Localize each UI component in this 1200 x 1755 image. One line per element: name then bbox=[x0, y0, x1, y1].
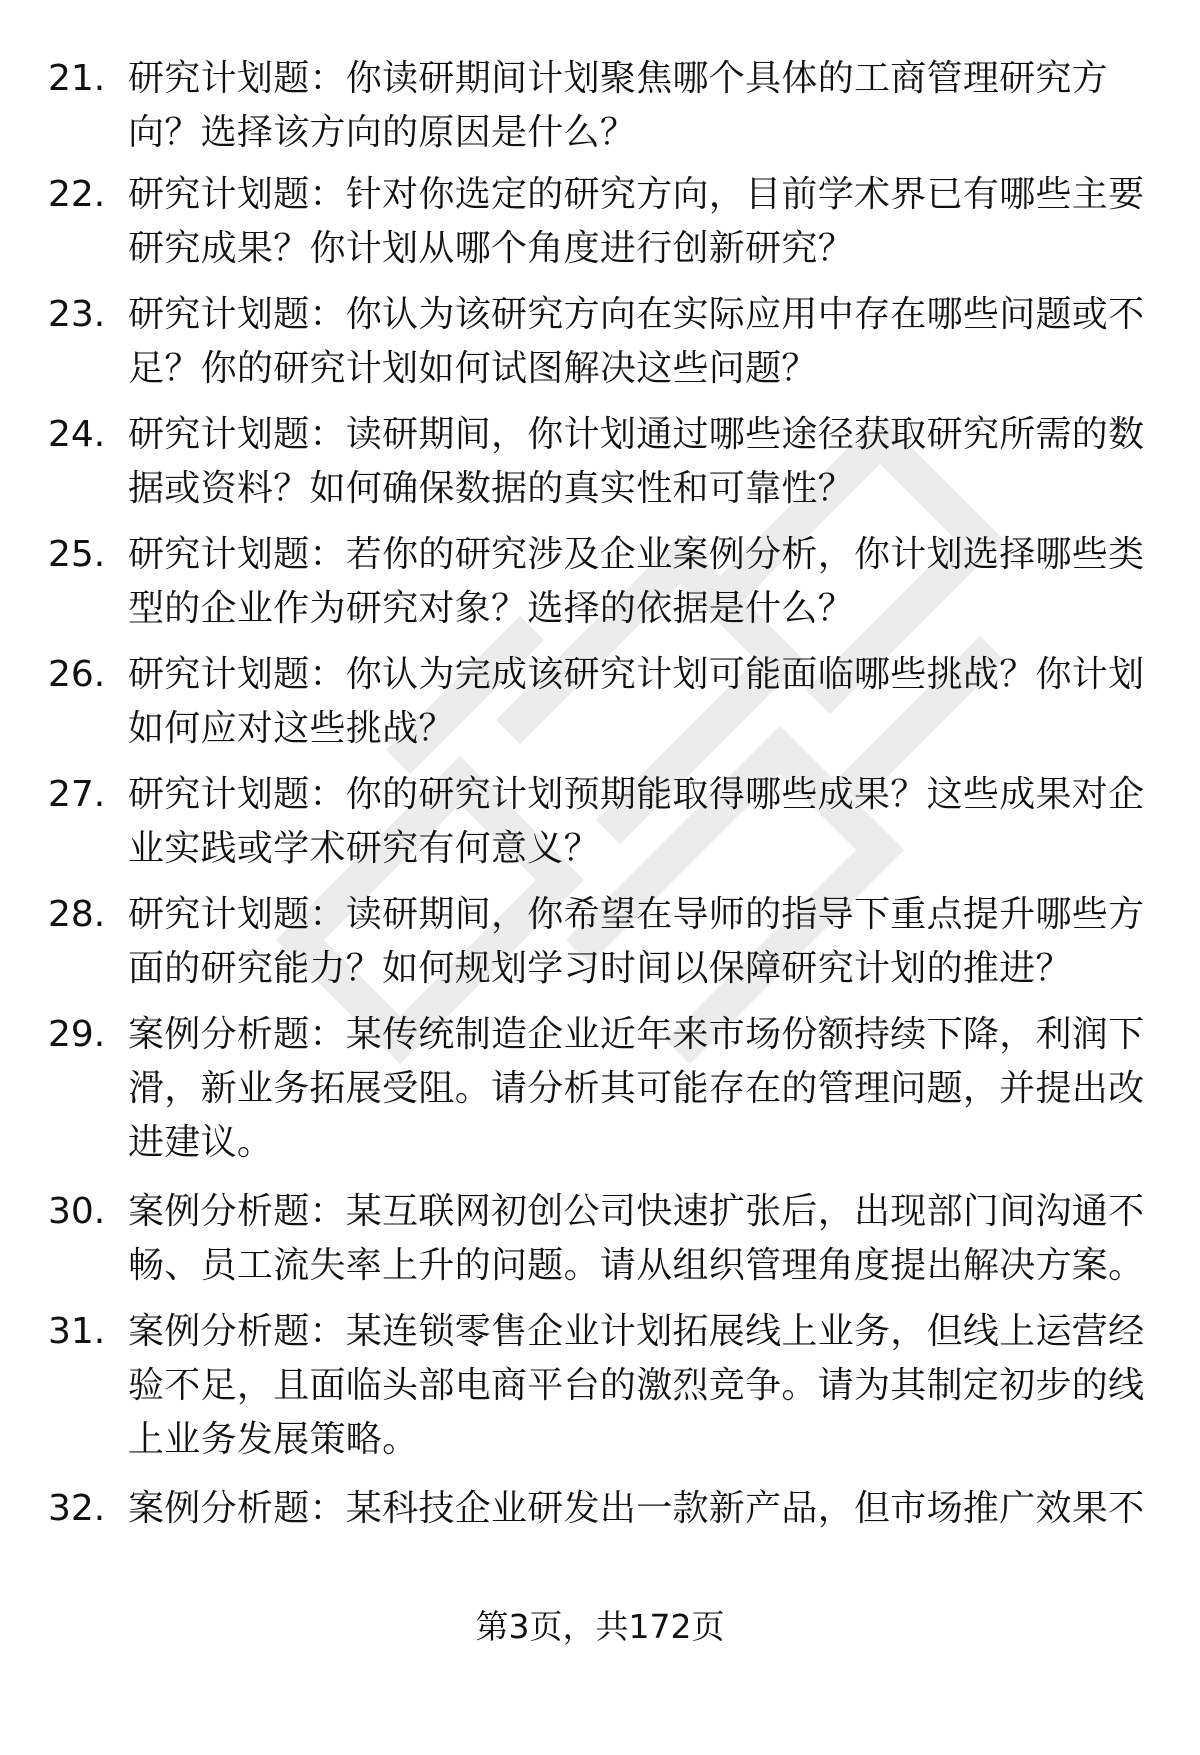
question-text: 研究计划题：你认为完成该研究计划可能面临哪些挑战？你计划如何应对这些挑战？ bbox=[128, 654, 1145, 749]
question-text: 研究计划题：若你的研究涉及企业案例分析，你计划选择哪些类型的企业作为研究对象？选择的依据是什么？ bbox=[128, 534, 1145, 629]
question-number: 30. bbox=[48, 1191, 106, 1232]
question-number: 29. bbox=[48, 1014, 106, 1055]
question-text: 案例分析题：某科技企业研发出一款新产品，但市场推广效果不 bbox=[128, 1488, 1145, 1529]
question-text: 研究计划题：你读研期间计划聚焦哪个具体的工商管理研究方向？选择该方向的原因是什么？ bbox=[128, 58, 1109, 153]
question-item bbox=[48, 528, 1168, 636]
question-number: 26. bbox=[48, 654, 106, 695]
question-text: 案例分析题：某连锁零售企业计划拓展线上业务，但线上运营经验不足，且面临头部电商平台的激烈竞争。请为其制定初步的线上业务发展策略。 bbox=[128, 1311, 1145, 1460]
question-text: 研究计划题：你认为该研究方向在实际应用中存在哪些问题或不足？你的研究计划如何试图解决这些问题？ bbox=[128, 294, 1145, 389]
question-text: 研究计划题：你的研究计划预期能取得哪些成果？这些成果对企业实践或学术研究有何意义？ bbox=[128, 774, 1145, 869]
question-number: 28. bbox=[48, 894, 106, 935]
question-number: 27. bbox=[48, 774, 106, 815]
question-item bbox=[48, 1305, 1168, 1467]
question-number: 22. bbox=[48, 174, 106, 215]
question-number: 31. bbox=[48, 1311, 106, 1352]
question-item bbox=[48, 288, 1168, 396]
question-number: 21. bbox=[48, 58, 106, 99]
page-number-label: 第3页，共172页 bbox=[475, 1607, 725, 1646]
question-text: 研究计划题：针对你选定的研究方向，目前学术界已有哪些主要研究成果？你计划从哪个角度进行创新研究？ bbox=[128, 174, 1145, 269]
question-item bbox=[48, 1185, 1168, 1293]
question-item bbox=[48, 768, 1168, 876]
question-item bbox=[48, 168, 1168, 276]
question-item bbox=[48, 408, 1168, 516]
question-item bbox=[48, 888, 1168, 996]
question-text: 案例分析题：某互联网初创公司快速扩张后，出现部门间沟通不畅、员工流失率上升的问题。请从组织管理角度提出解决方案。 bbox=[128, 1191, 1145, 1286]
page-footer bbox=[0, 1600, 1200, 1654]
question-number: 23. bbox=[48, 294, 106, 335]
question-item bbox=[48, 1008, 1168, 1170]
question-item bbox=[48, 52, 1168, 160]
question-item bbox=[48, 648, 1168, 756]
question-text: 研究计划题：读研期间，你希望在导师的指导下重点提升哪些方面的研究能力？如何规划学习时间以保障研究计划的推进？ bbox=[128, 894, 1145, 989]
question-number: 25. bbox=[48, 534, 106, 575]
question-text: 案例分析题：某传统制造企业近年来市场份额持续下降，利润下滑，新业务拓展受阻。请分析其可能存在的管理问题，并提出改进建议。 bbox=[128, 1014, 1145, 1163]
question-number: 32. bbox=[48, 1488, 106, 1529]
question-number: 24. bbox=[48, 414, 106, 455]
question-item bbox=[48, 1482, 1168, 1536]
question-text: 研究计划题：读研期间，你计划通过哪些途径获取研究所需的数据或资料？如何确保数据的真实性和可靠性？ bbox=[128, 414, 1145, 509]
